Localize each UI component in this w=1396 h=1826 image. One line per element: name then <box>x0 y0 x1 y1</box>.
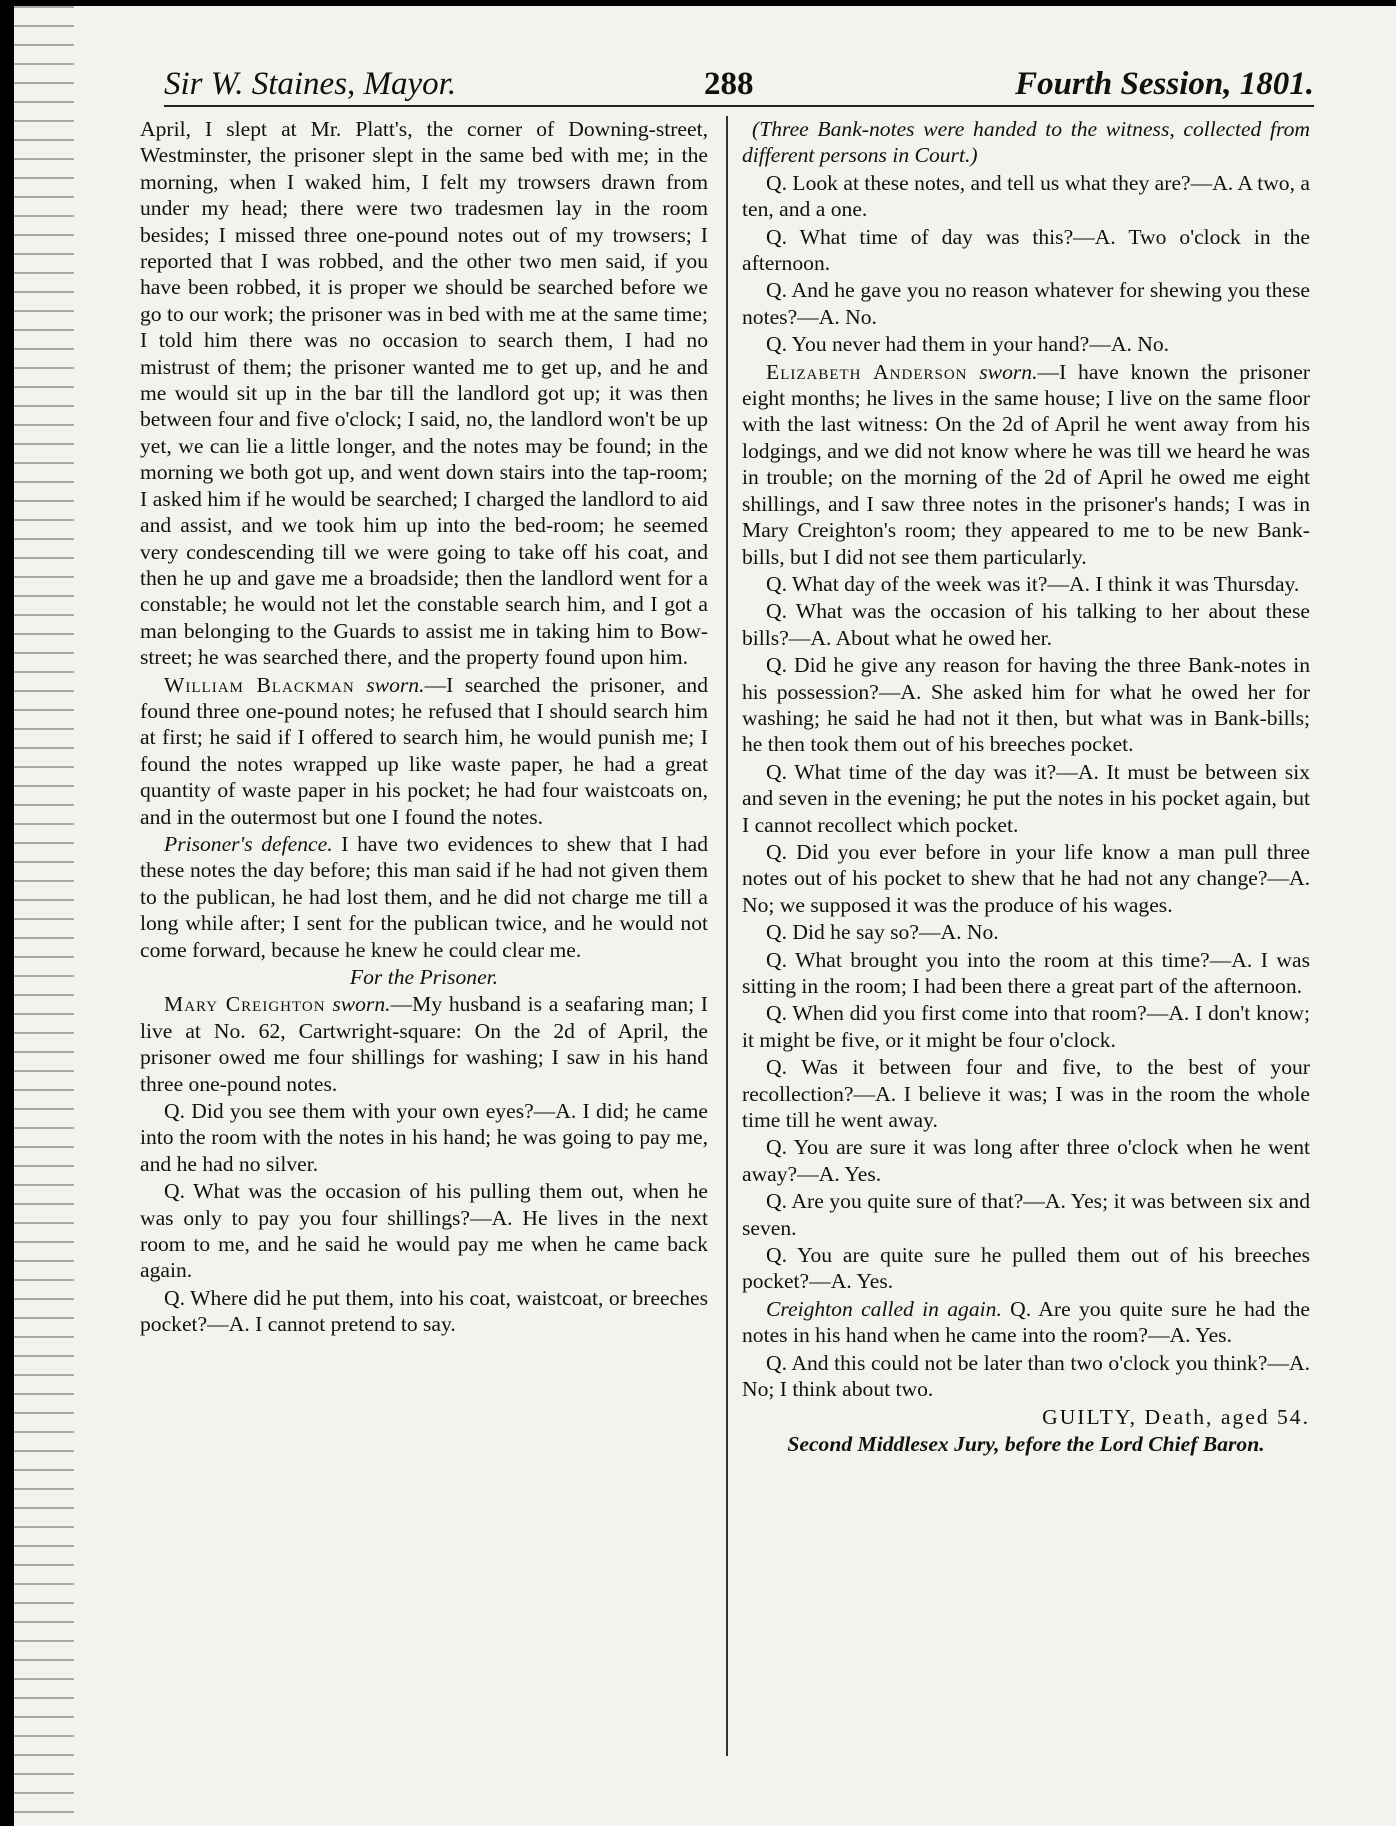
paragraph <box>140 1098 708 1177</box>
paragraph-text: Q. Are you quite sure he had the notes in his hand when he came into the room?—A. Yes. <box>742 1296 1310 1348</box>
paragraph <box>742 598 1310 651</box>
witness-name: Elizabeth Anderson <box>766 359 968 384</box>
paragraph-text: Q. Where did he put them, into his coat, waistcoat, or breeches pocket?—A. I cannot pretend to say. <box>140 1285 708 1337</box>
paragraph <box>140 116 708 671</box>
paragraph <box>140 991 708 1097</box>
paragraph-text: Q. Look at these notes, and tell us what they are?—A. A two, a ten, and a one. <box>742 170 1310 222</box>
paragraph-text: Q. Did he say so?—A. No. <box>766 920 999 945</box>
paragraph-text: Q. You are sure it was long after three o'clock when he went away?—A. Yes. <box>742 1135 1310 1186</box>
sworn-label: sworn. <box>332 992 391 1017</box>
paragraph <box>742 277 1310 330</box>
page-number: 288 <box>704 66 754 102</box>
header-session: Fourth Session, 1801. <box>1015 66 1314 102</box>
paragraph-text: April, I slept at Mr. Platt's, the corner of Downing-street, Westminster, the prisoner slept in the same bed with me; in the morning, when I waked him, I felt my trowsers drawn from under my head; there were two tradesmen lay in the room besides; I missed three one-pound notes out of my trowsers; I reported that I was robbed, and the other two men said, if you have been robbed, it is proper we should be searched before we go to our work; the prisoner was in bed with me at the same time; I told him there was no occasion to search them, I had no mistrust of them; the prisoner wanted me to get up, and he and me would sit up in the bar till the landlord got up; it was then between four and five o'clock; I said, no, the landlord won't be up yet, we can lie a little longer, and the notes may be found; in the morning we both got up, and went down stairs into the tap-room; I asked him if he would be searched; I charged the landlord to aid and assist, and we took him up into the bed-room; he seemed very condescending till we were going to take off his coat, and then he up and gave me a broadside; then the landlord went for a constable; he would not let the constable search him, and I got a man belonging to the Guards to assist me in taking him to Bow-street; he was searched there, and the property found upon him. <box>140 117 708 670</box>
paragraph-text: Q. And this could not be later than two o'clock you think?—A. No; I think about two. <box>742 1350 1310 1402</box>
sworn-label: sworn. <box>366 672 425 697</box>
paragraph-text: Q. Did he give any reason for having the three Bank-notes in his possession?—A. She asked him for what he owed her for washing; he said he had not it then, but what was in Bank-bills; he then took them out of his breeches pocket. <box>742 653 1310 757</box>
paragraph-text: I have two evidences to shew that I had these notes the day before; this man said if he had not given them to the publican, he had lost them, and he did not charge me till a long while after; I sent for the publican twice, and he would not come forward, because he knew he could clear me. <box>140 831 708 962</box>
paragraph-text: (Three Bank-notes were handed to the witness, collected from different persons in Court.) <box>742 117 1310 168</box>
paragraph-text: Second Middlesex Jury, before the Lord Chief Baron. <box>787 1431 1265 1456</box>
paragraph <box>742 1431 1310 1457</box>
paragraph <box>742 1350 1310 1403</box>
witness-name: William Blackman <box>164 672 355 697</box>
paragraph-text: Q. What time of day was this?—A. Two o'clock in the afternoon. <box>742 224 1310 276</box>
paragraph <box>140 964 708 990</box>
paragraph-text: —I have known the prisoner eight months; he lives in the same house; I live on the same floor with the last witness: On the 2d of April he went away from his lodgings, and we did not know where he was till we heard he was in trouble; on the morning of the 2d of April he owed me eight shillings, and I saw three notes in the prisoner's hands; I was in Mary Creighton's room; they appeared to me to be new Bank-bills, but I did not see them particularly. <box>742 359 1310 569</box>
paragraph <box>742 1296 1310 1349</box>
paragraph <box>742 759 1310 838</box>
paragraph <box>742 919 1310 945</box>
column-divider <box>726 116 728 1756</box>
paragraph-text: Q. Did you see them with your own eyes?—A. I did; he came into the room with the notes in his hand; he was going to pay me, and he had no silver. <box>140 1099 708 1176</box>
paragraph <box>742 359 1310 570</box>
paragraph-text: Q. What day of the week was it?—A. I think it was Thursday. <box>766 571 1300 596</box>
right-column <box>742 116 1310 1806</box>
paragraph <box>742 1404 1310 1430</box>
paragraph <box>742 1242 1310 1295</box>
paragraph <box>742 331 1310 357</box>
paragraph-text: Q. You never had them in your hand?—A. No. <box>766 332 1170 357</box>
witness-name: Mary Creighton <box>164 992 326 1017</box>
paragraph <box>140 1178 708 1284</box>
paragraph-text: —My husband is a seafaring man; I live at No. 62, Cartwright-square: On the 2d of April, the prisoner owed me four shillings for washing; I saw in his hand three one-pound notes. <box>140 992 708 1096</box>
paragraph-text: For the Prisoner. <box>349 965 499 989</box>
paragraph <box>742 116 1310 169</box>
paragraph <box>140 672 708 830</box>
paragraph-text: GUILTY, Death, aged 54. <box>1042 1404 1310 1429</box>
paragraph <box>742 1134 1310 1187</box>
paragraph-text: —I searched the prisoner, and found three one-pound notes; he refused that I should search him at first; he said if I offered to search him, he would punish me; I found the notes wrapped up like waste paper, he had a great quantity of waste paper in his pocket; he had four waistcoats on, and in the outermost but one I found the notes. <box>140 672 708 829</box>
paragraph-text: Q. Did you ever before in your life know a man pull three notes out of his pocket to shew that he had not any change?—A. No; we supposed it was the produce of his wages. <box>742 839 1310 917</box>
paragraph-text: Q. When did you first come into that room?—A. I don't know; it might be five, or it might be four o'clock. <box>742 1001 1310 1052</box>
section-label: Creighton called in again. <box>766 1296 1002 1321</box>
paragraph <box>140 831 708 963</box>
paragraph <box>742 1054 1310 1133</box>
paragraph <box>140 1285 708 1338</box>
paragraph <box>742 571 1310 597</box>
left-column <box>140 116 708 1806</box>
paragraph <box>742 652 1310 758</box>
paragraph-text: Q. You are quite sure he pulled them out of his breeches pocket?—A. Yes. <box>742 1243 1310 1294</box>
paragraph-text: Q. What brought you into the room at this time?—A. I was sitting in the room; I had been there a great part of the afternoon. <box>742 947 1310 998</box>
paragraph <box>742 1188 1310 1241</box>
header-mayor: Sir W. Staines, Mayor. <box>164 66 457 102</box>
paragraph-text: Q. What time of the day was it?—A. It must be between six and seven in the evening; he put the notes in his pocket again, but I cannot recollect which pocket. <box>742 759 1310 837</box>
paragraph <box>742 947 1310 1000</box>
section-label: Prisoner's defence. <box>164 831 333 856</box>
page-sheet <box>14 6 1396 1826</box>
paragraph-text: Q. What was the occasion of his talking to her about these bills?—A. About what he owed her. <box>742 599 1310 650</box>
paragraph <box>742 224 1310 277</box>
paragraph-text: Q. Was it between four and five, to the best of your recollection?—A. I believe it was; I was in the room the whole time till he went away. <box>742 1055 1310 1133</box>
paragraph-text: Q. Are you quite sure of that?—A. Yes; it was between six and seven. <box>742 1189 1310 1240</box>
binding-edge <box>14 6 74 1826</box>
paragraph-text: Q. And he gave you no reason whatever for shewing you these notes?—A. No. <box>742 278 1310 329</box>
paragraph <box>742 839 1310 918</box>
paragraph <box>742 170 1310 223</box>
sworn-label: sworn. <box>979 359 1038 384</box>
paragraph-text: Q. What was the occasion of his pulling them out, when he was only to pay you four shillings?—A. He lives in the next room to me, and he said he would pay me when he came back again. <box>140 1179 708 1283</box>
header-rule <box>164 105 1314 107</box>
paragraph <box>742 1000 1310 1053</box>
